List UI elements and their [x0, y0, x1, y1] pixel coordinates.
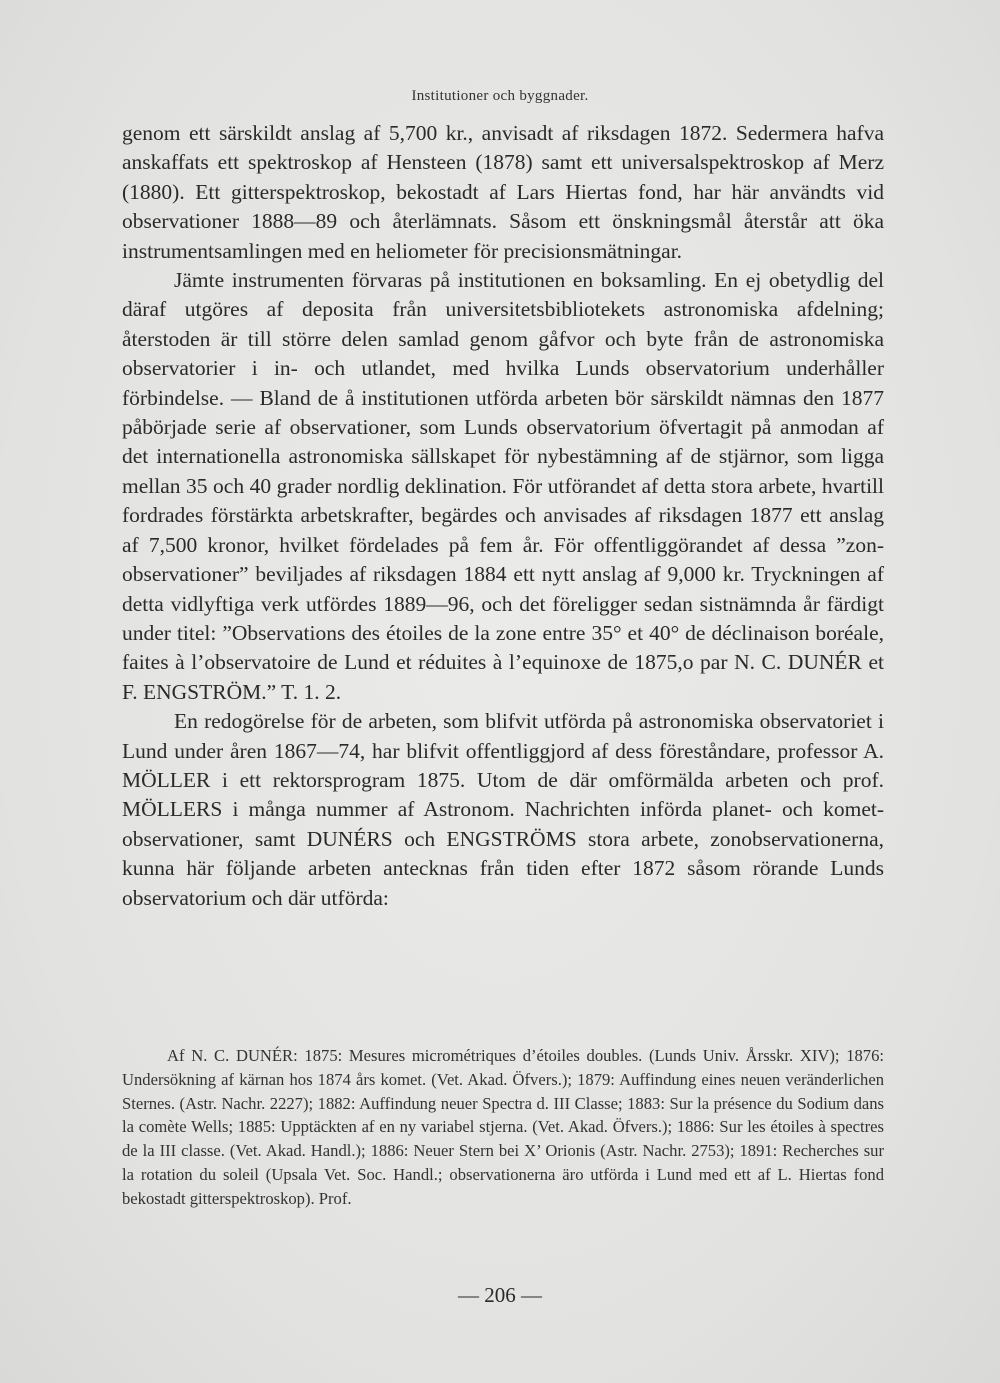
- paragraph-1: genom ett särskildt anslag af 5,700 kr., anvisadt af riksdagen 1872. Sedermera hafva anskaffats ett spektroskop af Hensteen (1878) samt ett universalspektroskop af Merz (1880). Ett gitterspektroskop, bekostadt af Lars Hiertas fond, har här användts vid observationer 1888—89 och återlämnats. Såsom ett önskningsmål återstår att öka instrumentsamlingen med en heliometer för precisionsmätningar.: [122, 121, 884, 263]
- footnote-bibliography: Af N. C. DUNÉR: 1875: Mesures micrométriques d’étoiles doubles. (Lunds Univ. Årsskr. XIV); 1876: Undersökning af kärnan hos 1874 års komet. (Vet. Akad. Öfvers.); 1879: Auffindung eines neuen veränderlichen Sternes. (Astr. Nachr. 2227); 1882: Auffindung neuer Spectra d. III Classe; 1883: Sur la présence du Sodium dans la comète Wells; 1885: Upptäckten af en ny variabel stjerna. (Vet. Akad. Öfvers.); 1886: Sur les étoiles à spectres de la III classe. (Vet. Akad. Handl.); 1886: Neuer Stern bei X’ Orionis (Astr. Nachr. 2753); 1891: Recherches sur la rotation du soleil (Upsala Vet. Soc. Handl.; observationerna äro utförda i Lund med ett af L. Hiertas fond bekostadt gitterspektroskop). Prof.: [122, 1046, 884, 1208]
- page-number: — 206 —: [458, 1283, 542, 1307]
- paragraph-2: Jämte instrumenten förvaras på institutionen en boksamling. En ej obetydlig del däraf utgöres af deposita från universitetsbibliotekets astronomiska afdelning; återstoden är till större delen samlad genom gåfvor och byte från de astronomiska observatorier i in- och utlandet, med hvilka Lunds observatorium underhåller förbindelse. — Bland de å institutionen utförda arbeten bör särskildt nämnas den 1877 påbörjade serie af observationer, som Lunds observatorium öfvertagit på anmodan af det internationella astronomiska sällskapet för nybestämning af de stjärnor, som ligga mellan 35 och 40 grader nordlig deklination. För utförandet af detta stora arbete, hvartill fordrades förstärkta arbetskrafter, begärdes och anvisades af riksdagen 1877 ett anslag af 7,500 kronor, hvilket fördelades på fem år. För offentliggörandet af dessa ”zon-observationer” beviljades af riksdagen 1884 ett nytt anslag af 9,000 kr. Tryckningen af detta vidlyftiga verk utfördes 1889—96, och det föreligger sedan sistnämnda år färdigt under titel: ”Observations des étoiles de la zone entre 35° et 40° de déclinaison boréale, faites à l’observatoire de Lund et réduites à l’equinoxe de 1875,o par N. C. DUNÉR et F. ENGSTRÖM.” T. 1. 2.: [122, 268, 884, 704]
- paragraph-3: En redogörelse för de arbeten, som blifvit utförda på astronomiska observatoriet i Lund under åren 1867—74, har blifvit offentliggjord af dess föreståndare, professor A. MÖLLER i ett rektorsprogram 1875. Utom de där omförmälda arbeten och prof. MÖLLERS i många nummer af Astronom. Nachrichten införda planet- och komet-observationer, samt DUNÉRS och ENGSTRÖMS stora arbete, zonobservationerna, kunna här följande arbeten antecknas från tiden efter 1872 såsom rörande Lunds observatorium och där utförda:: [122, 709, 884, 910]
- main-text: [122, 119, 884, 913]
- running-title: Institutioner och byggnader.: [411, 88, 589, 104]
